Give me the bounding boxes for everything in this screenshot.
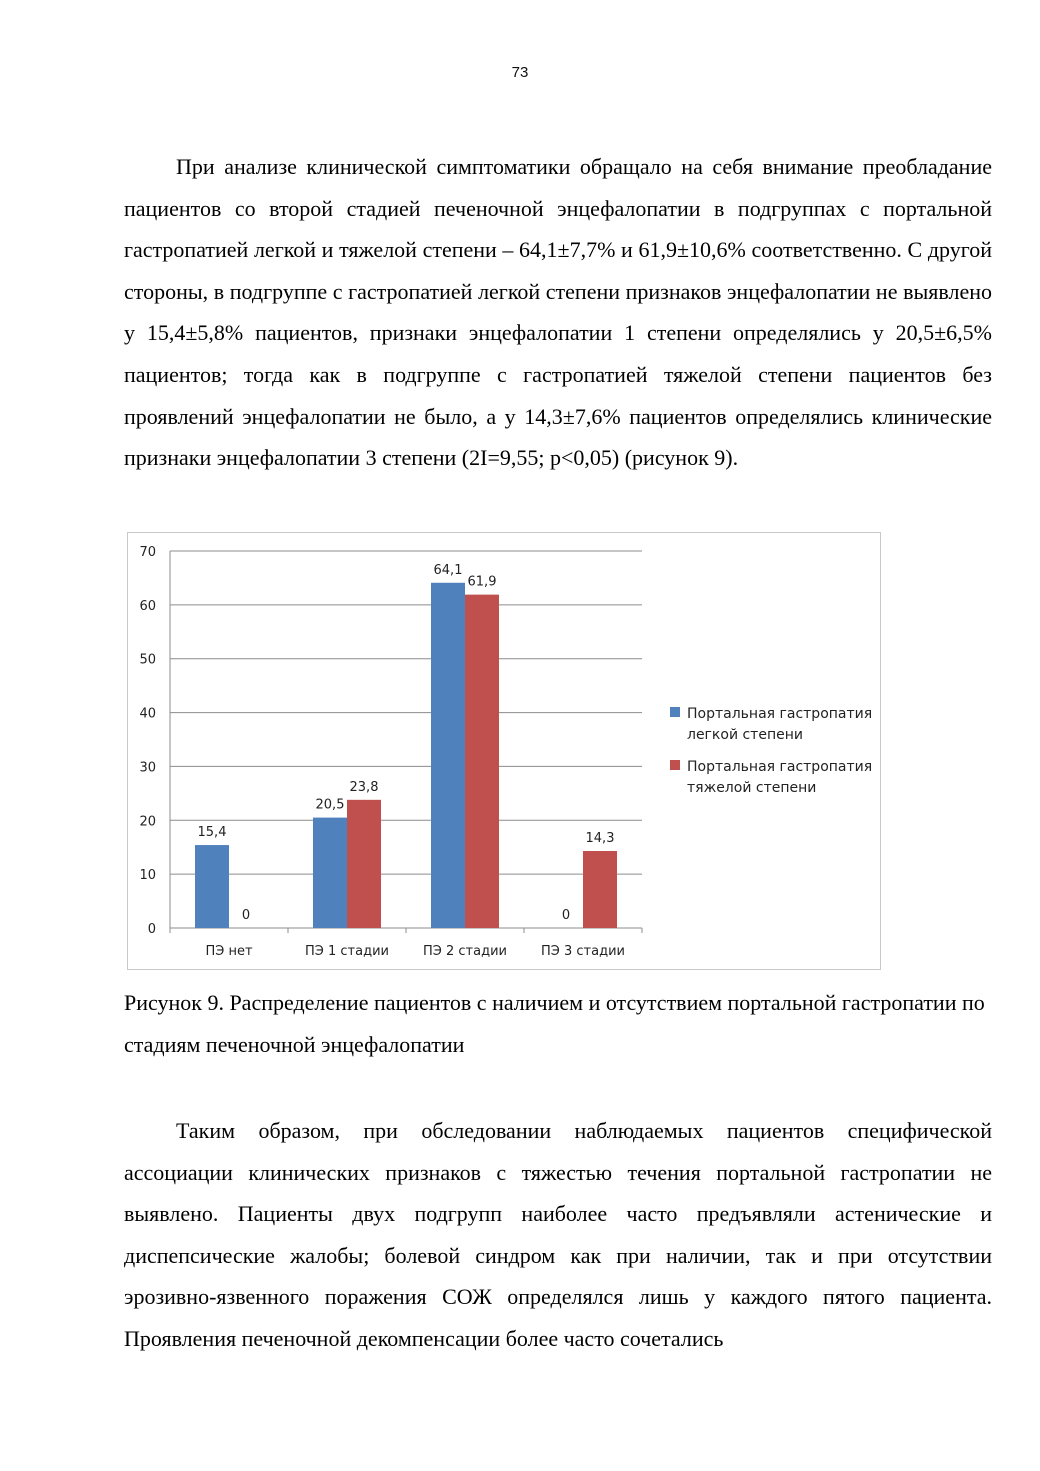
y-tick-label: 30 [139,760,156,776]
data-label: 15,4 [197,825,227,841]
legend-swatch [670,707,680,717]
paragraph-1 [124,146,992,479]
bar-chart [128,533,882,971]
y-tick-label: 40 [139,706,156,722]
data-label: 14,3 [585,830,615,846]
bar-severe [583,851,617,928]
data-label: 23,8 [349,779,379,795]
chart-frame [127,532,881,970]
bar-light [195,845,229,928]
y-tick-label: 70 [139,545,156,560]
x-tick-label: ПЭ 2 стадии [423,944,507,959]
y-tick-label: 20 [139,814,156,830]
legend-label: тяжелой степени [687,780,817,796]
figure-caption: Рисунок 9. Распределение пациентов с наличием и отсутствием портальной гастропатии по стадиям печеночной энцефалопатии [124,990,985,1057]
data-label: 61,9 [467,574,497,590]
bar-light [431,583,465,928]
data-label: 0 [561,908,571,923]
data-label: 20,5 [315,797,345,813]
bar-light [313,818,347,928]
paragraph-2-text: Таким образом, при обследовании наблюдаемых пациентов специфической ассоциации клинических признаков с тяжестью течения портальной гастропатии не выявлено. Пациенты двух подгрупп наиболее часто предъявляли астенические и диспепсические жалобы; болевой синдром как при наличии, так и при отсутствии эрозивно-язвенного поражения СОЖ определялся лишь у каждого пятого пациента. Проявления печеночной декомпенсации более часто сочетались [124,1118,992,1351]
y-tick-label: 50 [139,652,156,668]
x-tick-label: ПЭ 1 стадии [305,944,389,959]
x-tick-label: ПЭ нет [205,944,253,959]
y-tick-label: 0 [147,922,156,937]
paragraph-2 [124,1110,992,1360]
bar-severe [465,595,499,928]
x-tick-label: ПЭ 3 стадии [541,944,625,959]
y-tick-label: 60 [139,598,156,614]
legend-label: легкой степени [687,727,803,743]
legend-label: Портальная гастропатия [687,759,873,775]
paragraph-1-text: При анализе клинической симптоматики обращало на себя внимание преобладание пациентов со второй стадией печеночной энцефалопатии в подгруппах с портальной гастропатией легкой и тяжелой степени – 64,1±7,7% и 61,9±10,6% соответственно. С другой стороны, в подгруппе с гастропатией легкой степени признаков энцефалопатии не выявлено у 15,4±5,8% пациентов, признаки энцефалопатии 1 степени определялись у 20,5±6,5% пациентов; тогда как в подгруппе с гастропатией тяжелой степени пациентов без проявлений энцефалопатии не было, а у 14,3±7,6% пациентов определялись клинические признаки энцефалопатии 3 степени (2I=9,55; p<0,05) (рисунок 9). [124,154,992,471]
y-tick-label: 10 [139,868,156,884]
page-number: 73 [511,64,529,81]
data-label: 0 [241,908,251,923]
data-label: 64,1 [433,562,463,578]
legend-label: Портальная гастропатия [687,706,873,722]
bar-severe [347,800,381,928]
legend-swatch [670,760,680,770]
